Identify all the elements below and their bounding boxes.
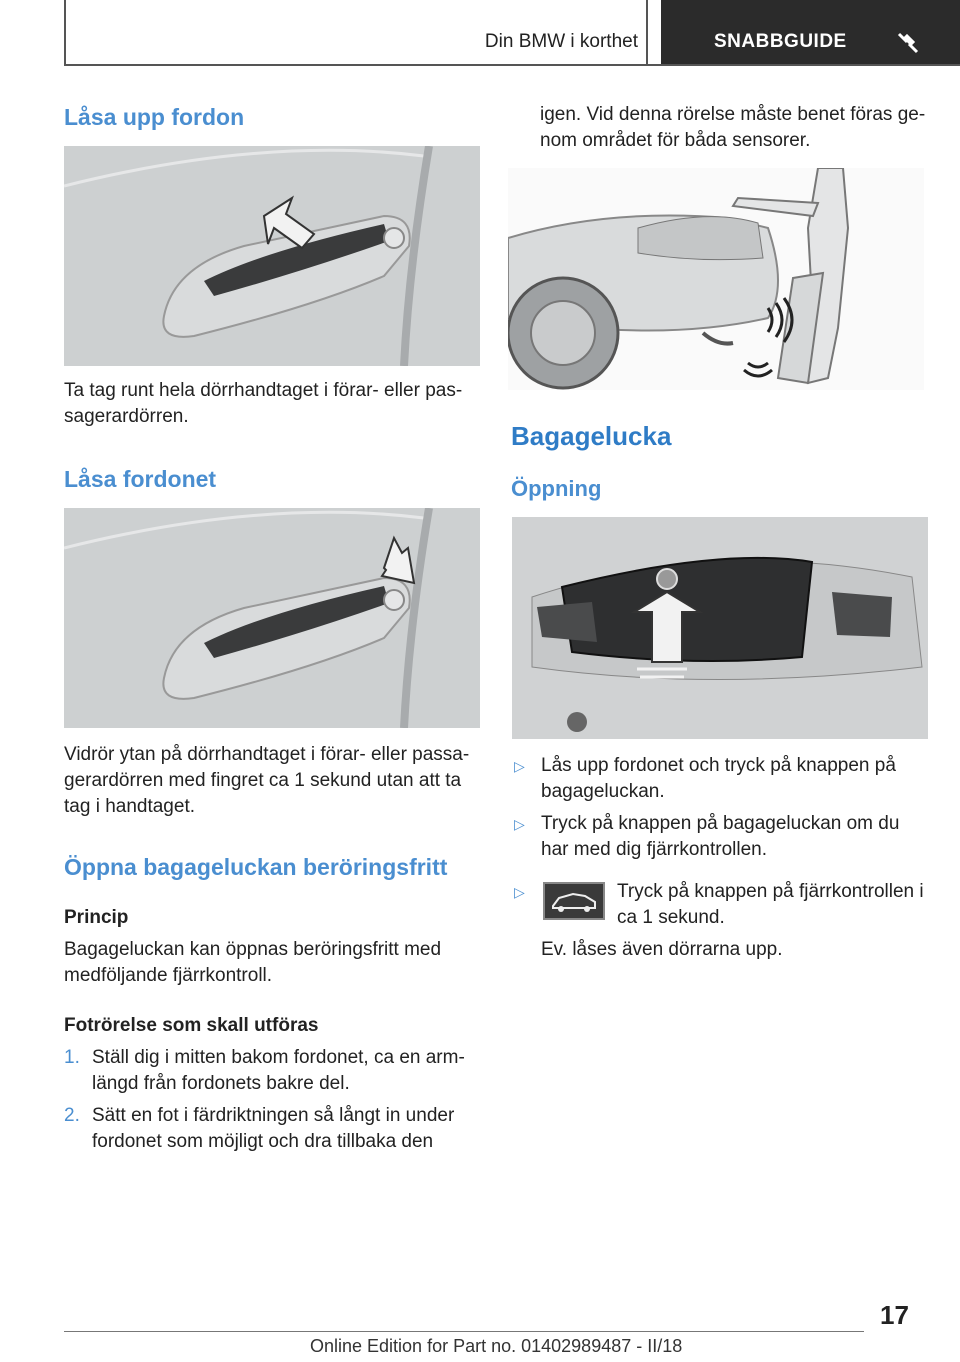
door-handle-lock-image xyxy=(64,508,480,728)
header-rule xyxy=(64,64,960,66)
opening-heading: Öppning xyxy=(511,476,602,501)
door-handle-lock-illustration xyxy=(64,508,480,728)
trunk-opening-illustration xyxy=(512,517,928,739)
bullet-triangle-icon: ▷ xyxy=(514,884,525,900)
bullet-3-line-1: Tryck på knappen på fjärrkontrollen i xyxy=(617,881,924,902)
step-1-line-2: längd från fordonets bakre del. xyxy=(92,1073,350,1094)
step-number: 1. xyxy=(64,1047,80,1068)
bullet-3-line-2: ca 1 sekund. xyxy=(617,907,725,928)
lock-text-line-3: tag i handtaget. xyxy=(64,796,195,817)
bullet-2-line-1: Tryck på knappen på bagageluckan om du xyxy=(541,813,900,834)
foot-sensor-illustration xyxy=(508,168,924,390)
principle-text-line-2: medföljande fjärrkontroll. xyxy=(64,965,273,986)
bullet-1-line-1: Lås upp fordonet och tryck på knappen på xyxy=(541,755,896,776)
page-number: 17 xyxy=(880,1300,909,1330)
footer-edition: Online Edition for Part no. 01402989487 - II/18 xyxy=(310,1336,683,1356)
trunk-opening-image xyxy=(512,517,928,739)
unlock-text-line-1: Ta tag runt hela dörrhandtaget i förar- eller pas- xyxy=(64,380,463,401)
step-number: 2. xyxy=(64,1105,80,1126)
header-title: Din BMW i korthet xyxy=(484,31,638,52)
foot-sensor-image xyxy=(508,168,924,390)
touchless-heading: Öppna bagageluckan beröringsfritt xyxy=(64,854,448,880)
step-2-line-1: Sätt en fot i färdriktningen så långt in under xyxy=(92,1105,455,1126)
unlock-heading: Låsa upp fordon xyxy=(64,104,245,130)
footer-rule xyxy=(64,1331,864,1332)
trunk-heading: Bagagelucka xyxy=(511,421,672,451)
header-section-label: SNABBGUIDE xyxy=(714,31,847,52)
lock-heading: Låsa fordonet xyxy=(64,466,217,492)
principle-heading: Princip xyxy=(64,907,129,928)
lock-text-line-2: gerardörren med fingret ca 1 sekund utan att ta xyxy=(64,770,462,791)
car-trunk-icon xyxy=(543,882,605,920)
step-1-line-1: Ställ dig i mitten bakom fordonet, ca en arm- xyxy=(92,1047,465,1068)
principle-text-line-1: Bagageluckan kan öppnas beröringsfritt med xyxy=(64,939,442,960)
continued-text-line-1: igen. Vid denna rörelse måste benet föras ge- xyxy=(540,104,926,125)
unlock-text-line-2: sagerardörren. xyxy=(64,406,189,427)
doors-unlock-note: Ev. låses även dörrarna upp. xyxy=(541,939,783,960)
quickguide-pin-icon xyxy=(893,28,921,56)
bullet-2-line-2: har med dig fjärrkontrollen. xyxy=(541,839,767,860)
bullet-triangle-icon: ▷ xyxy=(514,816,525,832)
bullet-1-line-2: bagageluckan. xyxy=(541,781,665,802)
door-handle-unlock-image xyxy=(64,146,480,366)
step-2-line-2: fordonet som möjligt och dra tillbaka den xyxy=(92,1131,434,1152)
lock-text-line-1: Vidrör ytan på dörrhandtaget i förar- eller passa- xyxy=(64,744,470,765)
door-handle-unlock-illustration xyxy=(64,146,480,366)
motion-heading: Fotrörelse som skall utföras xyxy=(64,1015,319,1036)
continued-text-line-2: nom området för båda sensorer. xyxy=(540,130,811,151)
bullet-triangle-icon: ▷ xyxy=(514,758,525,774)
